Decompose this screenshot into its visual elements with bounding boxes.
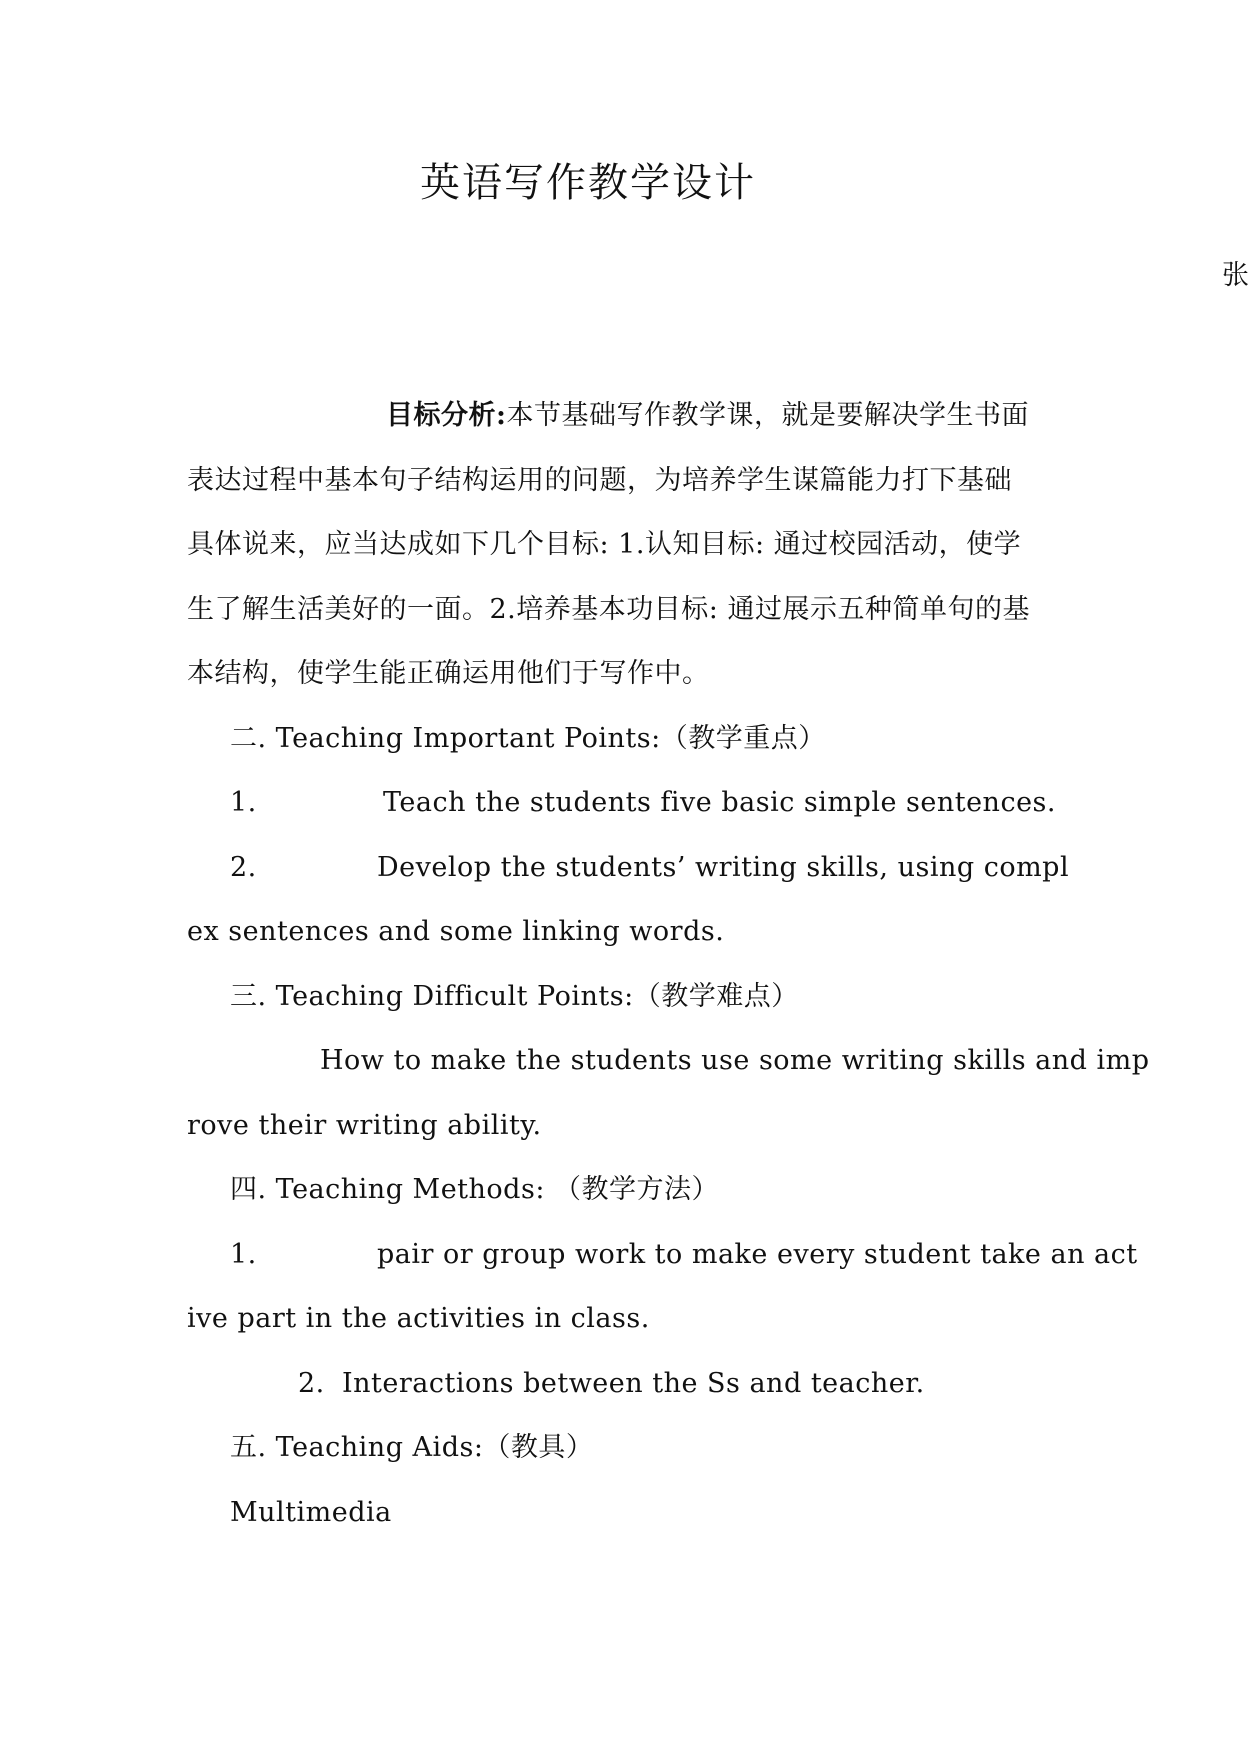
difficult-points-heading: 三. Teaching Difficult Points:（教学难点）: [230, 981, 799, 1012]
important-item-1-text: Teach the students five basic simple sentences.: [383, 787, 1056, 818]
goal-line-5: 本结构，使学生能正确运用他们于写作中。: [187, 658, 710, 689]
goal-line-4: 生了解生活美好的一面。2.培养基本功目标: 通过展示五种简单句的基: [187, 594, 1030, 625]
teaching-aids-heading: 五. Teaching Aids:（教具）: [230, 1432, 594, 1463]
methods-item-2-number: 2.: [298, 1368, 325, 1399]
goal-label: 目标分析:: [386, 400, 507, 431]
methods-item-1-number: 1.: [230, 1239, 257, 1270]
teaching-aids-value: Multimedia: [230, 1497, 392, 1528]
important-item-2-text: Develop the students’ writing skills, using compl: [377, 852, 1070, 883]
important-item-2-number: 2.: [230, 852, 257, 883]
teaching-methods-heading: 四. Teaching Methods: （教学方法）: [230, 1174, 719, 1205]
goal-line-1: 本节基础写作教学课，就是要解决学生书面: [506, 400, 1029, 431]
goal-first-line: [386, 398, 1029, 434]
document-title: 英语写作教学设计: [420, 160, 756, 206]
important-item-1-number: 1.: [230, 787, 257, 818]
difficult-points-text: How to make the students use some writing skills and imp: [320, 1045, 1150, 1076]
important-item-2-continuation: ex sentences and some linking words.: [187, 916, 725, 947]
goal-line-3: 具体说来，应当达成如下几个目标: 1.认知目标: 通过校园活动，使学: [187, 529, 1022, 560]
page-edge-fragment: 张: [1222, 260, 1249, 291]
difficult-points-continuation: rove their writing ability.: [187, 1110, 542, 1141]
methods-item-1-text: pair or group work to make every student take an act: [377, 1239, 1138, 1270]
important-points-heading: 二. Teaching Important Points:（教学重点）: [230, 723, 826, 754]
goal-line-2: 表达过程中基本句子结构运用的问题，为培养学生谋篇能力打下基础: [187, 465, 1012, 496]
methods-item-1-continuation: ive part in the activities in class.: [187, 1303, 650, 1334]
methods-item-2-text: Interactions between the Ss and teacher.: [342, 1368, 925, 1399]
